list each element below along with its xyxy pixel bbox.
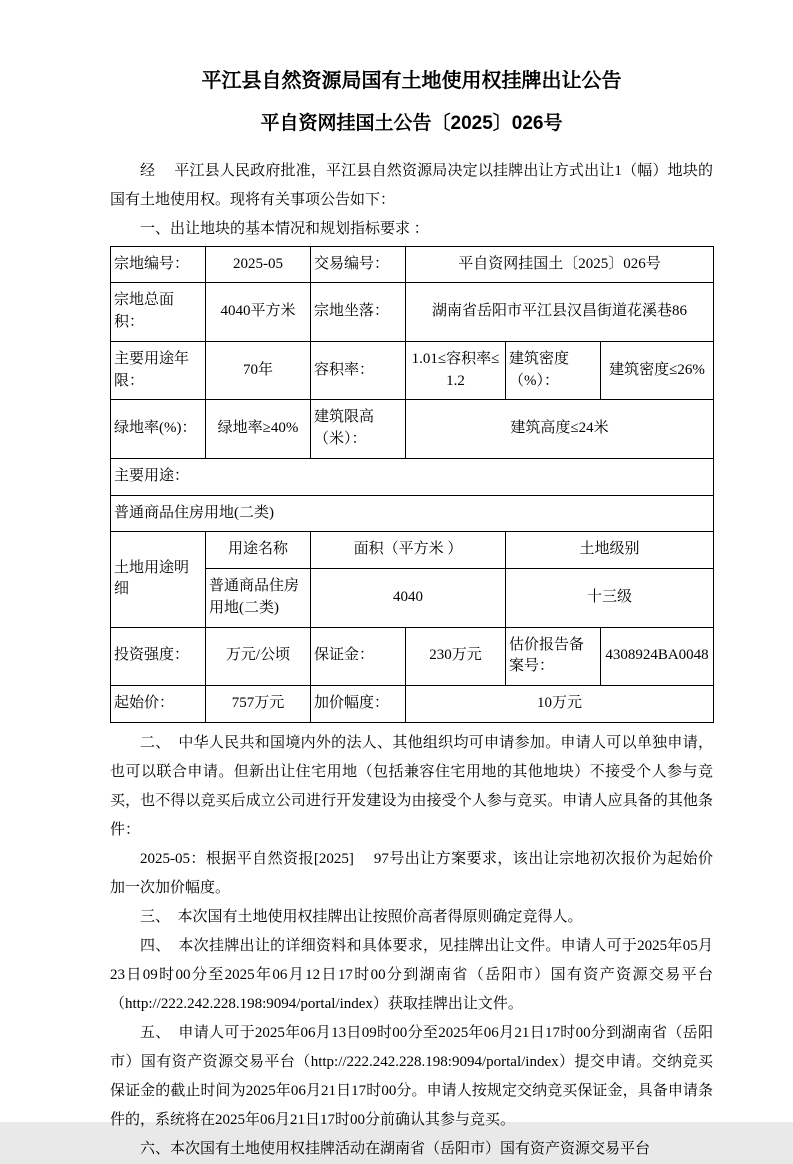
far-label: 容积率： bbox=[311, 341, 406, 400]
table-row bbox=[111, 283, 714, 342]
height-limit-value: 建筑高度≤24米 bbox=[406, 400, 714, 459]
increment-value: 10万元 bbox=[406, 686, 714, 723]
start-price-label: 起始价： bbox=[111, 686, 206, 723]
height-limit-label: 建筑限高（米）： bbox=[311, 400, 406, 459]
land-use-detail-label: 土地用途明细 bbox=[111, 532, 206, 627]
table-row bbox=[111, 458, 714, 495]
density-value: 建筑密度≤26% bbox=[601, 341, 714, 400]
detail-grade-value: 十三级 bbox=[506, 569, 714, 628]
appraisal-label: 估价报告备案号： bbox=[506, 627, 601, 686]
deposit-value: 230万元 bbox=[406, 627, 506, 686]
paragraph-section2: 二、 中华人民共和国境内外的法人、其他组织均可申请参加。申请人可以单独申请，也可以联合申请。但新出让住宅用地（包括兼容住宅用地的其他地块）不接受个人参与竞买，也不得以竞买后成立公司进行开发建设为由接受个人参与竞买。申请人应具备的其他条件： bbox=[110, 734, 713, 838]
parcel-no-value: 2025-05 bbox=[206, 246, 311, 283]
area-label: 宗地总面积： bbox=[111, 283, 206, 342]
land-info-table bbox=[110, 246, 714, 723]
paragraph-section3: 三、 本次国有土地使用权挂牌出让按照价高者得原则确定竞得人。 bbox=[140, 908, 583, 925]
intro-paragraph: 经 平江县人民政府批准，平江县自然资源局决定以挂牌出让方式出让1（幅）地块的国有土地使用权。现将有关事项公告如下： bbox=[110, 162, 713, 208]
paragraph-section4: 四、 本次挂牌出让的详细资料和具体要求，见挂牌出让文件。申请人可于2025年05月23日09时00分至2025年06月12日17时00分到湖南省（岳阳市）国有资产资源交易平台（http://222.242.228.198:9094/portal/index）获取挂牌出让文件。 bbox=[110, 937, 713, 1012]
main-use-value: 普通商品住房用地(二类) bbox=[111, 495, 714, 532]
detail-header-grade: 土地级别 bbox=[506, 532, 714, 569]
area-value: 4040平方米 bbox=[206, 283, 311, 342]
doc-subtitle: 平自资网挂国土公告〔2025〕026号 bbox=[260, 113, 563, 134]
table-row bbox=[111, 532, 714, 569]
term-value: 70年 bbox=[206, 341, 311, 400]
table-row bbox=[111, 686, 714, 723]
table-row bbox=[111, 341, 714, 400]
paragraph-section2-condition: 2025-05：根据平自然资报[2025] 97号出让方案要求，该出让宗地初次报价为起始价加一次加价幅度。 bbox=[110, 850, 713, 896]
location-label: 宗地坐落： bbox=[311, 283, 406, 342]
invest-value: 万元/公顷 bbox=[206, 627, 311, 686]
table-row bbox=[111, 495, 714, 532]
table-row bbox=[111, 400, 714, 459]
doc-title: 平江县自然资源局国有土地使用权挂牌出让公告 bbox=[201, 70, 622, 92]
trade-no-label: 交易编号： bbox=[311, 246, 406, 283]
green-rate-label: 绿地率(%)： bbox=[111, 400, 206, 459]
location-value: 湖南省岳阳市平江县汉昌街道花溪巷86 bbox=[406, 283, 714, 342]
section1-heading: 一、出让地块的基本情况和规划指标要求 ： bbox=[140, 220, 429, 237]
detail-name-value: 普通商品住房用地(二类) bbox=[206, 569, 311, 628]
increment-label: 加价幅度： bbox=[311, 686, 406, 723]
start-price-value: 757万元 bbox=[206, 686, 311, 723]
density-label: 建筑密度（%）： bbox=[506, 341, 601, 400]
trade-no-value: 平自资网挂国土〔2025〕026号 bbox=[406, 246, 714, 283]
detail-header-name: 用途名称 bbox=[206, 532, 311, 569]
deposit-label: 保证金： bbox=[311, 627, 406, 686]
detail-area-value: 4040 bbox=[311, 569, 506, 628]
table-row bbox=[111, 627, 714, 686]
far-value: 1.01≤容积率≤1.2 bbox=[406, 341, 506, 400]
main-use-label: 主要用途： bbox=[111, 458, 714, 495]
appraisal-value: 4308924BA0048 bbox=[601, 627, 714, 686]
term-label: 主要用途年限： bbox=[111, 341, 206, 400]
green-rate-value: 绿地率≥40% bbox=[206, 400, 311, 459]
parcel-no-label: 宗地编号： bbox=[111, 246, 206, 283]
paragraph-section6: 六、本次国有土地使用权挂牌活动在湖南省（岳阳市）国有资产资源交易平台 bbox=[140, 1140, 651, 1157]
table-row bbox=[111, 246, 714, 283]
detail-header-area: 面积（平方米 ） bbox=[311, 532, 506, 569]
paragraph-section5: 五、 申请人可于2025年06月13日09时00分至2025年06月21日17时00分到湖南省（岳阳市）国有资产资源交易平台（http://222.242.228.198:9094/portal/index）提交申请。交纳竞买保证金的截止时间为2025年06月21日17时00分。申请人按规定交纳竞买保证金，具备申请条件的，系统将在2025年06月21日17时00分前确认其参与竞买。 bbox=[110, 1024, 713, 1128]
invest-label: 投资强度： bbox=[111, 627, 206, 686]
